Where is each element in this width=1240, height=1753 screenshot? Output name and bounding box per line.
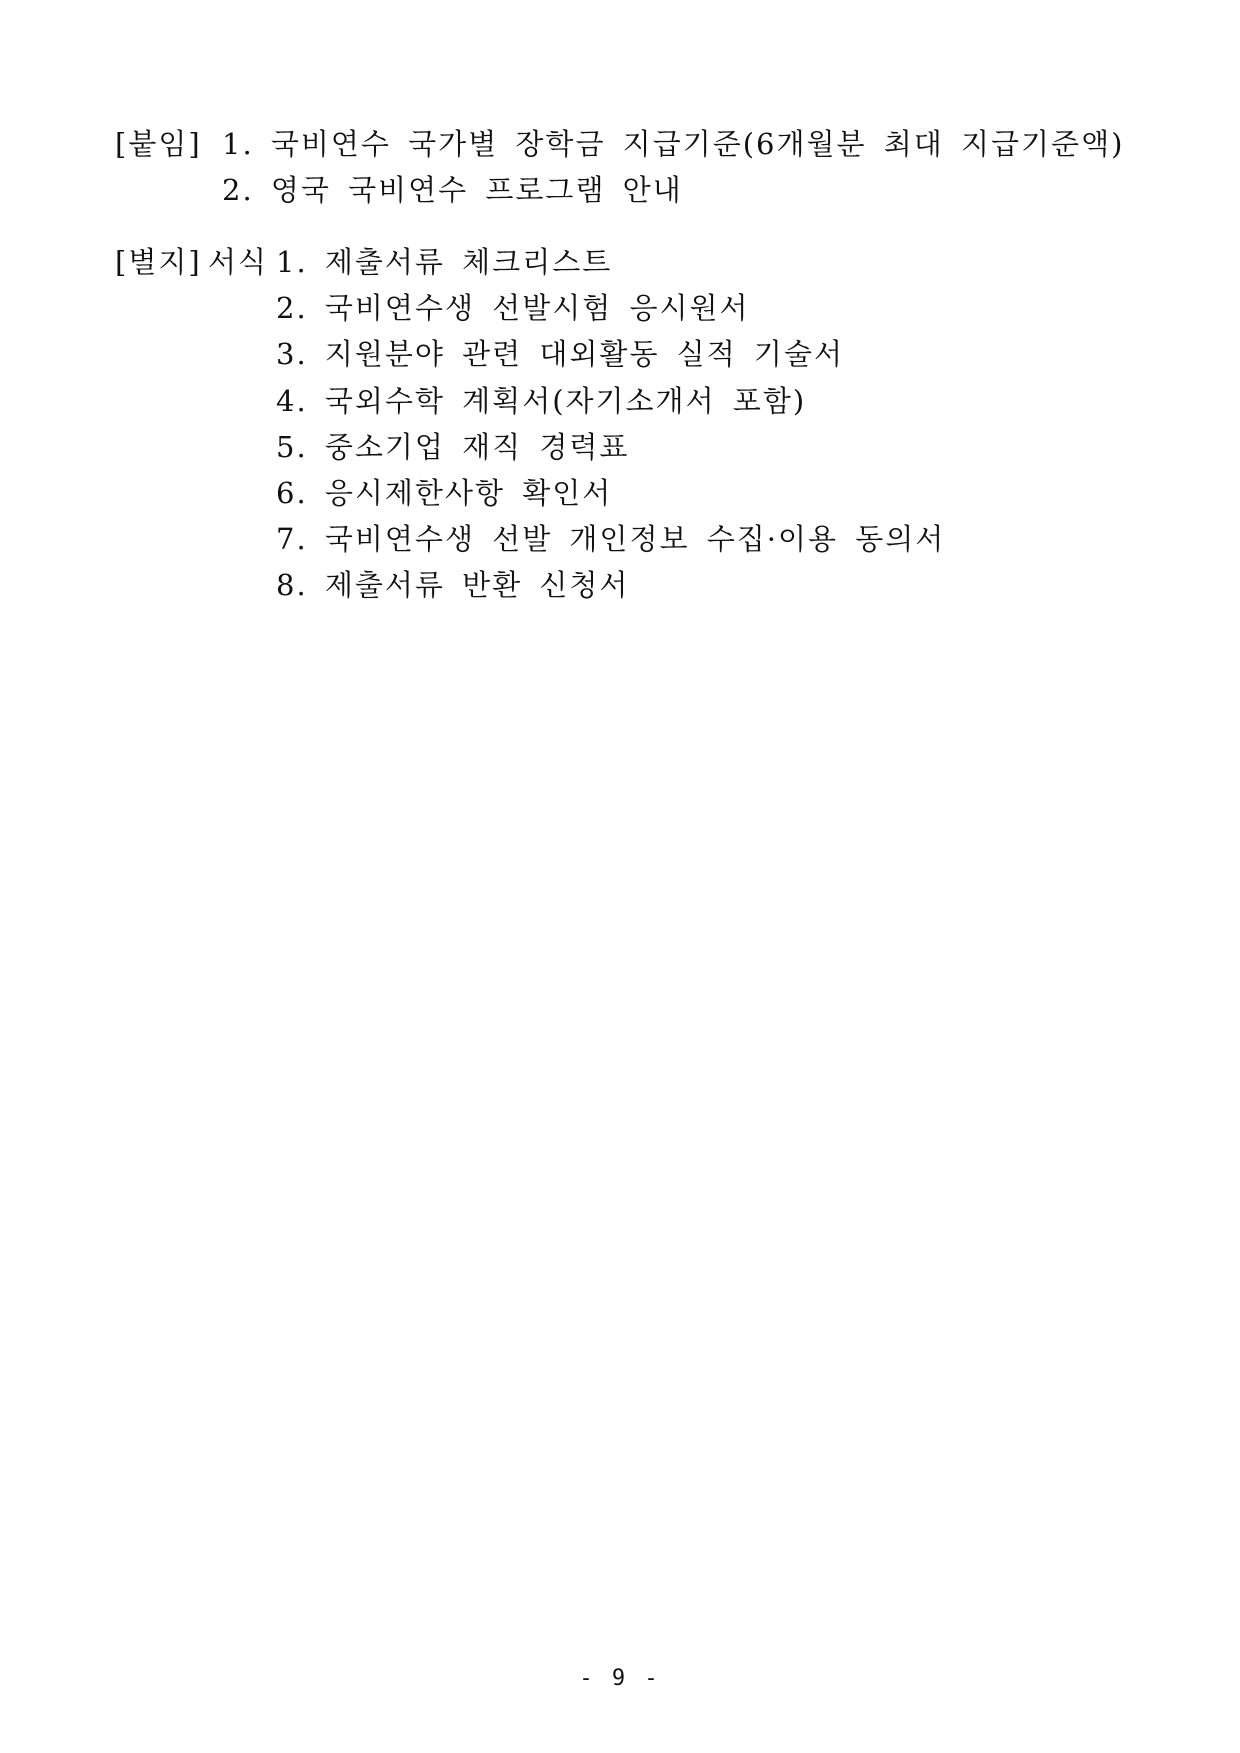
attachment-item-2: 2. 영국 국비연수 프로그램 안내 — [222, 173, 683, 207]
attachment-item-1: 1. 국비연수 국가별 장학금 지급기준(6개월분 최대 지급기준액) — [222, 127, 1125, 161]
appendix-item-8: 8. 제출서류 반환 신청서 — [276, 568, 630, 602]
appendix-item-7: 7. 국비연수생 선발 개인정보 수집·이용 동의서 — [276, 522, 946, 556]
appendix-item-2: 2. 국비연수생 선발시험 응시원서 — [276, 291, 750, 325]
appendix-item-3: 3. 지원분야 관련 대외활동 실적 기술서 — [276, 337, 844, 371]
attachments-label: [붙임] — [115, 127, 202, 161]
appendix-item-4: 4. 국외수학 계획서(자기소개서 포함) — [276, 384, 807, 418]
appendix-item-1: 1. 제출서류 체크리스트 — [276, 245, 613, 279]
appendix-label: [별지] — [115, 245, 202, 279]
appendix-item-6: 6. 응시제한사항 확인서 — [276, 476, 613, 510]
appendix-form-label: 서식 — [208, 245, 269, 279]
page-number: - 9 - — [579, 1666, 661, 1691]
appendix-item-5: 5. 중소기업 재직 경력표 — [276, 430, 630, 464]
